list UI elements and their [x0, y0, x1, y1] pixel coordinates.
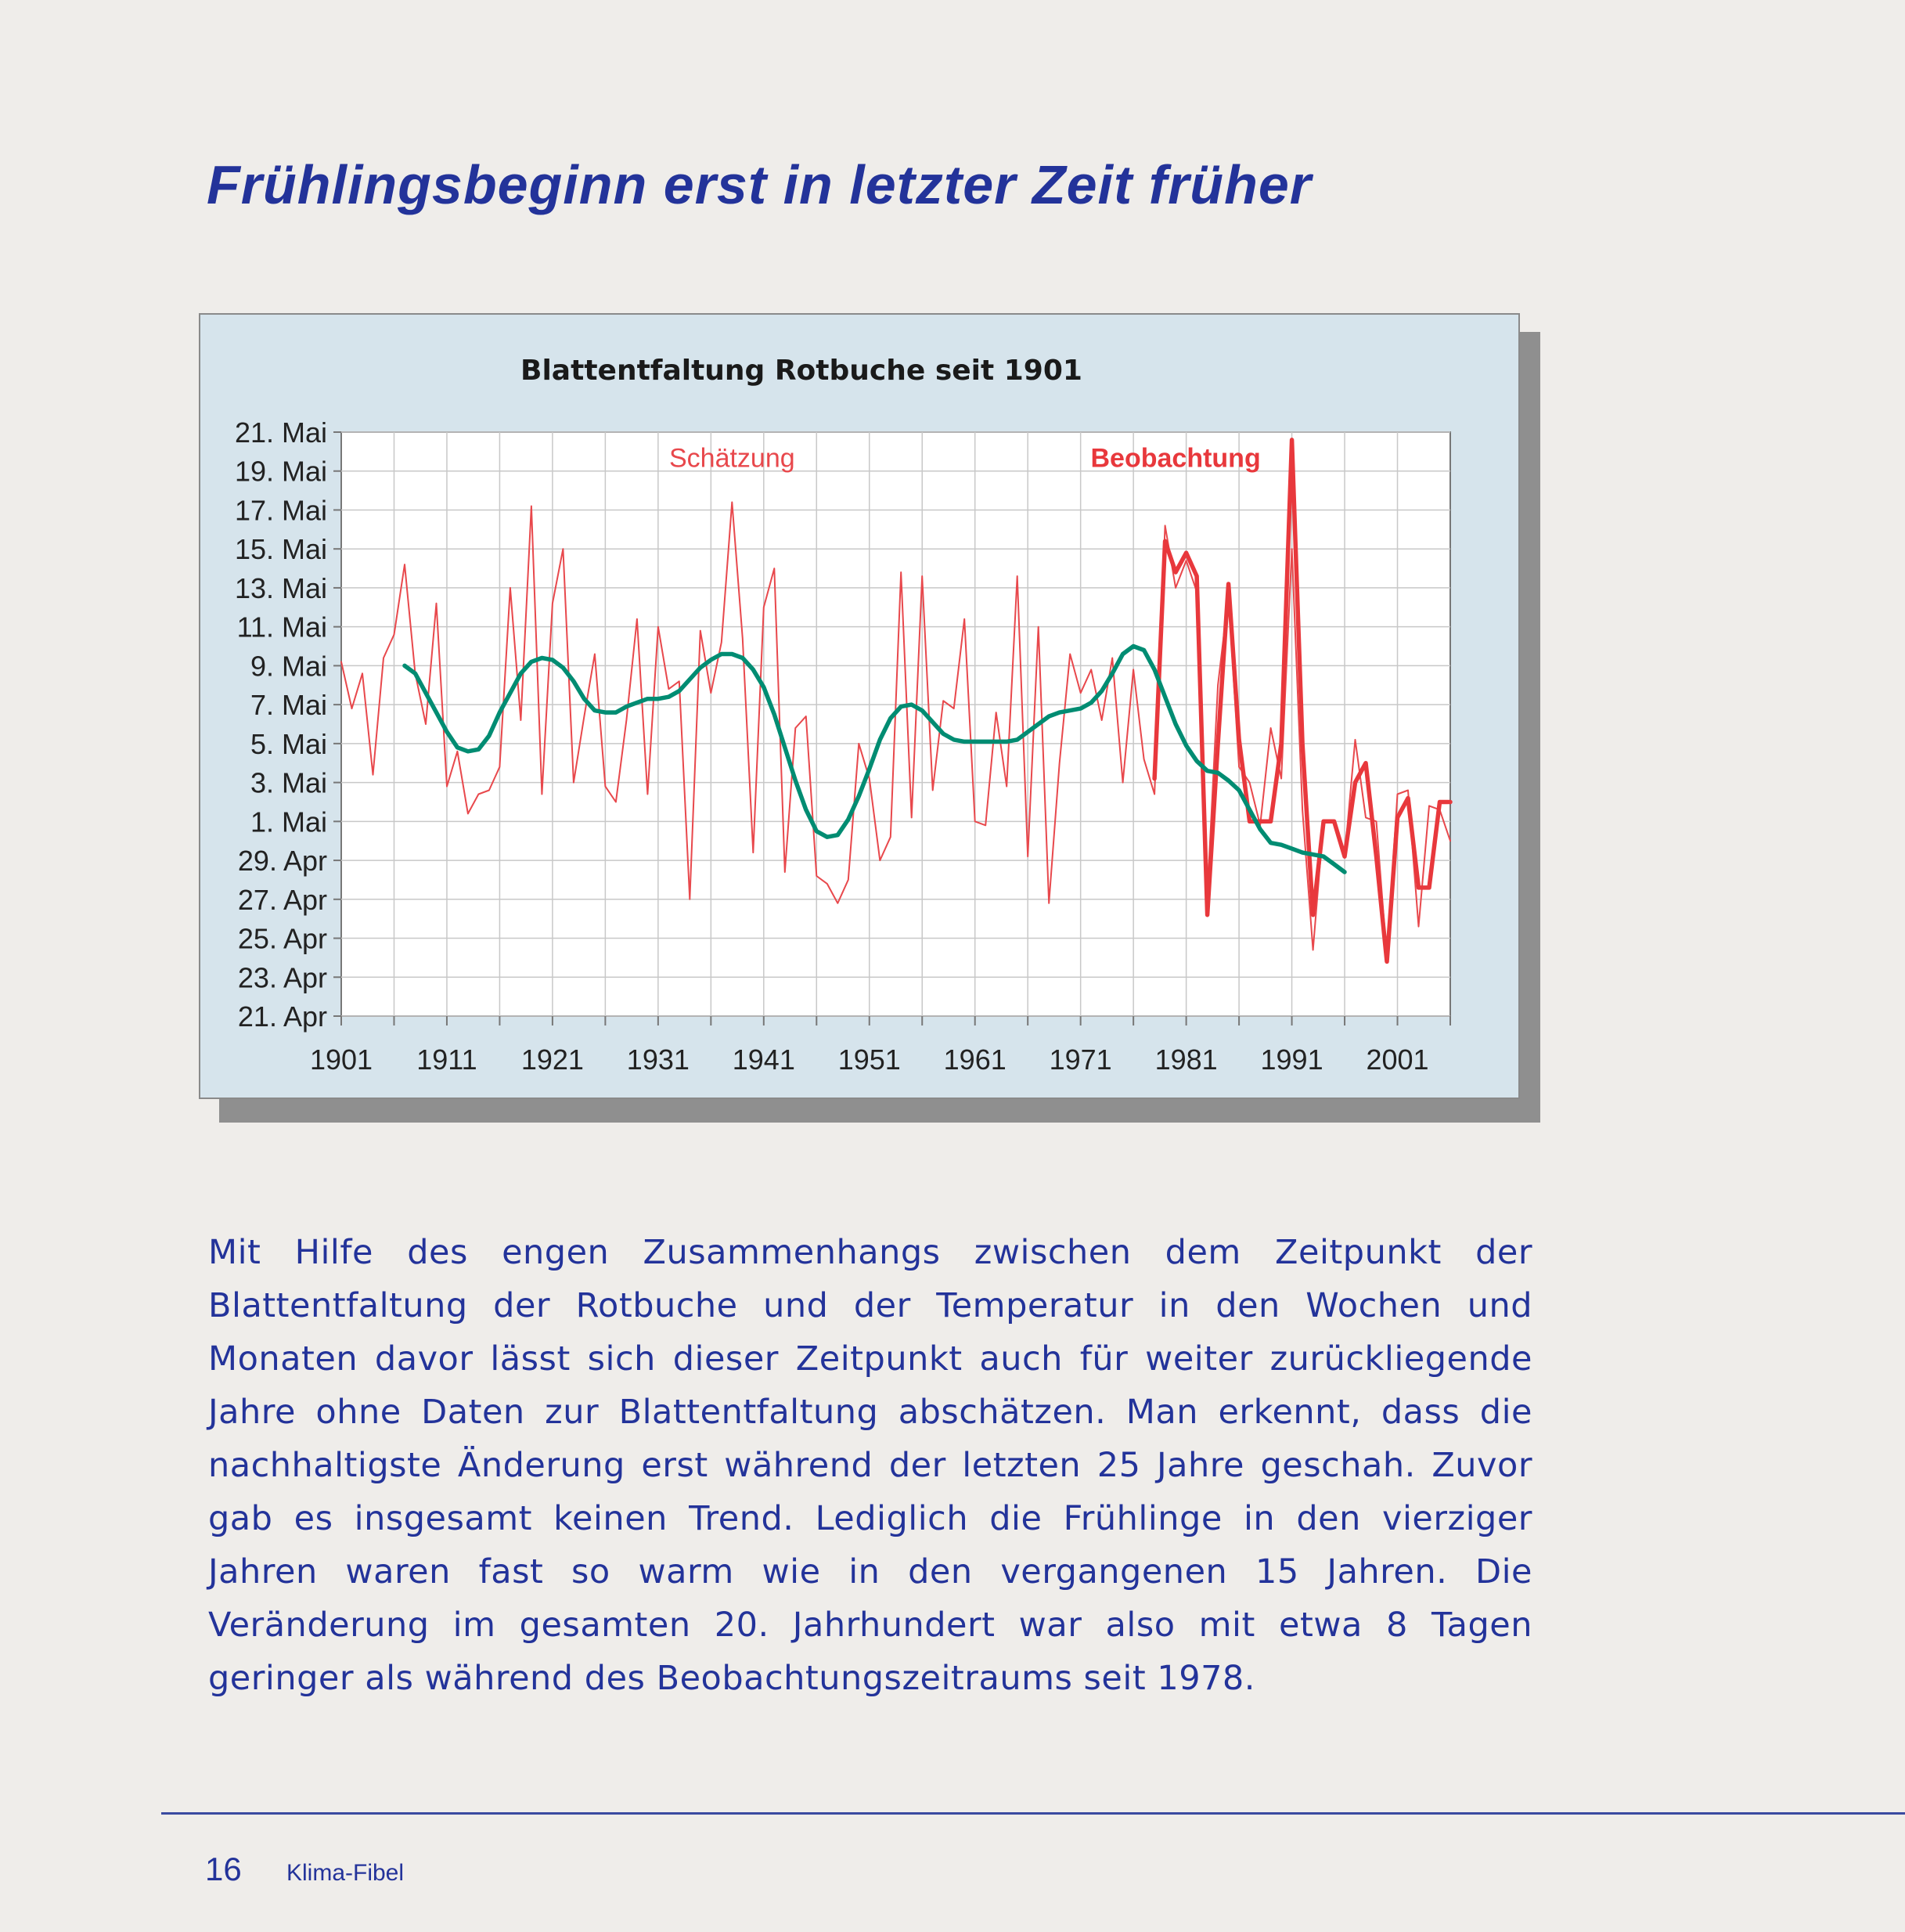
- chart-title: Blattentfaltung Rotbuche seit 1901: [520, 355, 1082, 387]
- x-tick-label: 1971: [1049, 1043, 1112, 1076]
- x-tick-label: 1911: [416, 1043, 477, 1076]
- legend-label-observation: Beobachtung: [1090, 443, 1261, 474]
- y-tick-label: 9. Mai: [250, 650, 327, 683]
- footer-label: Klima-Fibel: [286, 1860, 405, 1886]
- y-tick-label: 17. Mai: [234, 494, 327, 527]
- body-paragraph: Mit Hilfe des engen Zusammenhangs zwischen dem Zeitpunkt der Blattentfaltung der Rotbuche und der Temperatur in den Wochen und Monaten davor lässt sich dieser Zeitpunkt auch für weiter zurückliegende Jahre ohne Daten zur Blattentfaltung abschätzen. Man erkennt, dass die nachhaltigste Änderung erst während der letzten 25 Jahre geschah. Zuvor gab es insgesamt keinen Trend. Lediglich die Frühlinge in den vierziger Jahren waren fast so warm wie in den vergangenen 15 Jahren. Die Veränderung im gesamten 20. Jahrhundert war also mit etwa 8 Tagen geringer als während des Beobachtungszeitraums seit 1978.: [208, 1233, 1532, 1698]
- x-tick-label: 1941: [732, 1043, 795, 1076]
- y-tick-label: 27. Apr: [237, 883, 327, 916]
- footer-divider: [161, 1812, 1905, 1815]
- y-tick-label: 29. Apr: [237, 845, 327, 878]
- y-tick-label: 7. Mai: [250, 689, 327, 722]
- y-tick-label: 25. Apr: [237, 922, 327, 955]
- y-tick-label: 19. Mai: [234, 455, 327, 488]
- x-tick-label: 1901: [309, 1043, 373, 1076]
- x-tick-label: 2001: [1366, 1043, 1429, 1076]
- y-tick-label: 21. Apr: [237, 1000, 327, 1033]
- y-tick-label: 1. Mai: [250, 806, 327, 838]
- y-tick-label: 13. Mai: [234, 571, 327, 604]
- y-tick-label: 3. Mai: [250, 766, 327, 799]
- x-tick-label: 1931: [626, 1043, 690, 1076]
- x-tick-label: 1921: [520, 1043, 584, 1076]
- y-tick-label: 23. Apr: [237, 961, 327, 994]
- page-title: Frühlingsbeginn erst in letzter Zeit früher: [207, 154, 1312, 215]
- legend-label-estimate: Schätzung: [668, 443, 795, 474]
- y-tick-label: 11. Mai: [236, 611, 327, 643]
- x-tick-label: 1951: [837, 1043, 901, 1076]
- x-tick-label: 1991: [1260, 1043, 1323, 1076]
- x-tick-label: 1961: [943, 1043, 1007, 1076]
- page-number: 16: [205, 1851, 242, 1887]
- y-tick-label: 5. Mai: [250, 727, 327, 760]
- chart: [200, 315, 1521, 1101]
- y-tick-label: 15. Mai: [234, 533, 327, 566]
- x-tick-label: 1981: [1154, 1043, 1218, 1076]
- chart-panel: [199, 313, 1520, 1099]
- y-tick-label: 21. Mai: [234, 416, 327, 449]
